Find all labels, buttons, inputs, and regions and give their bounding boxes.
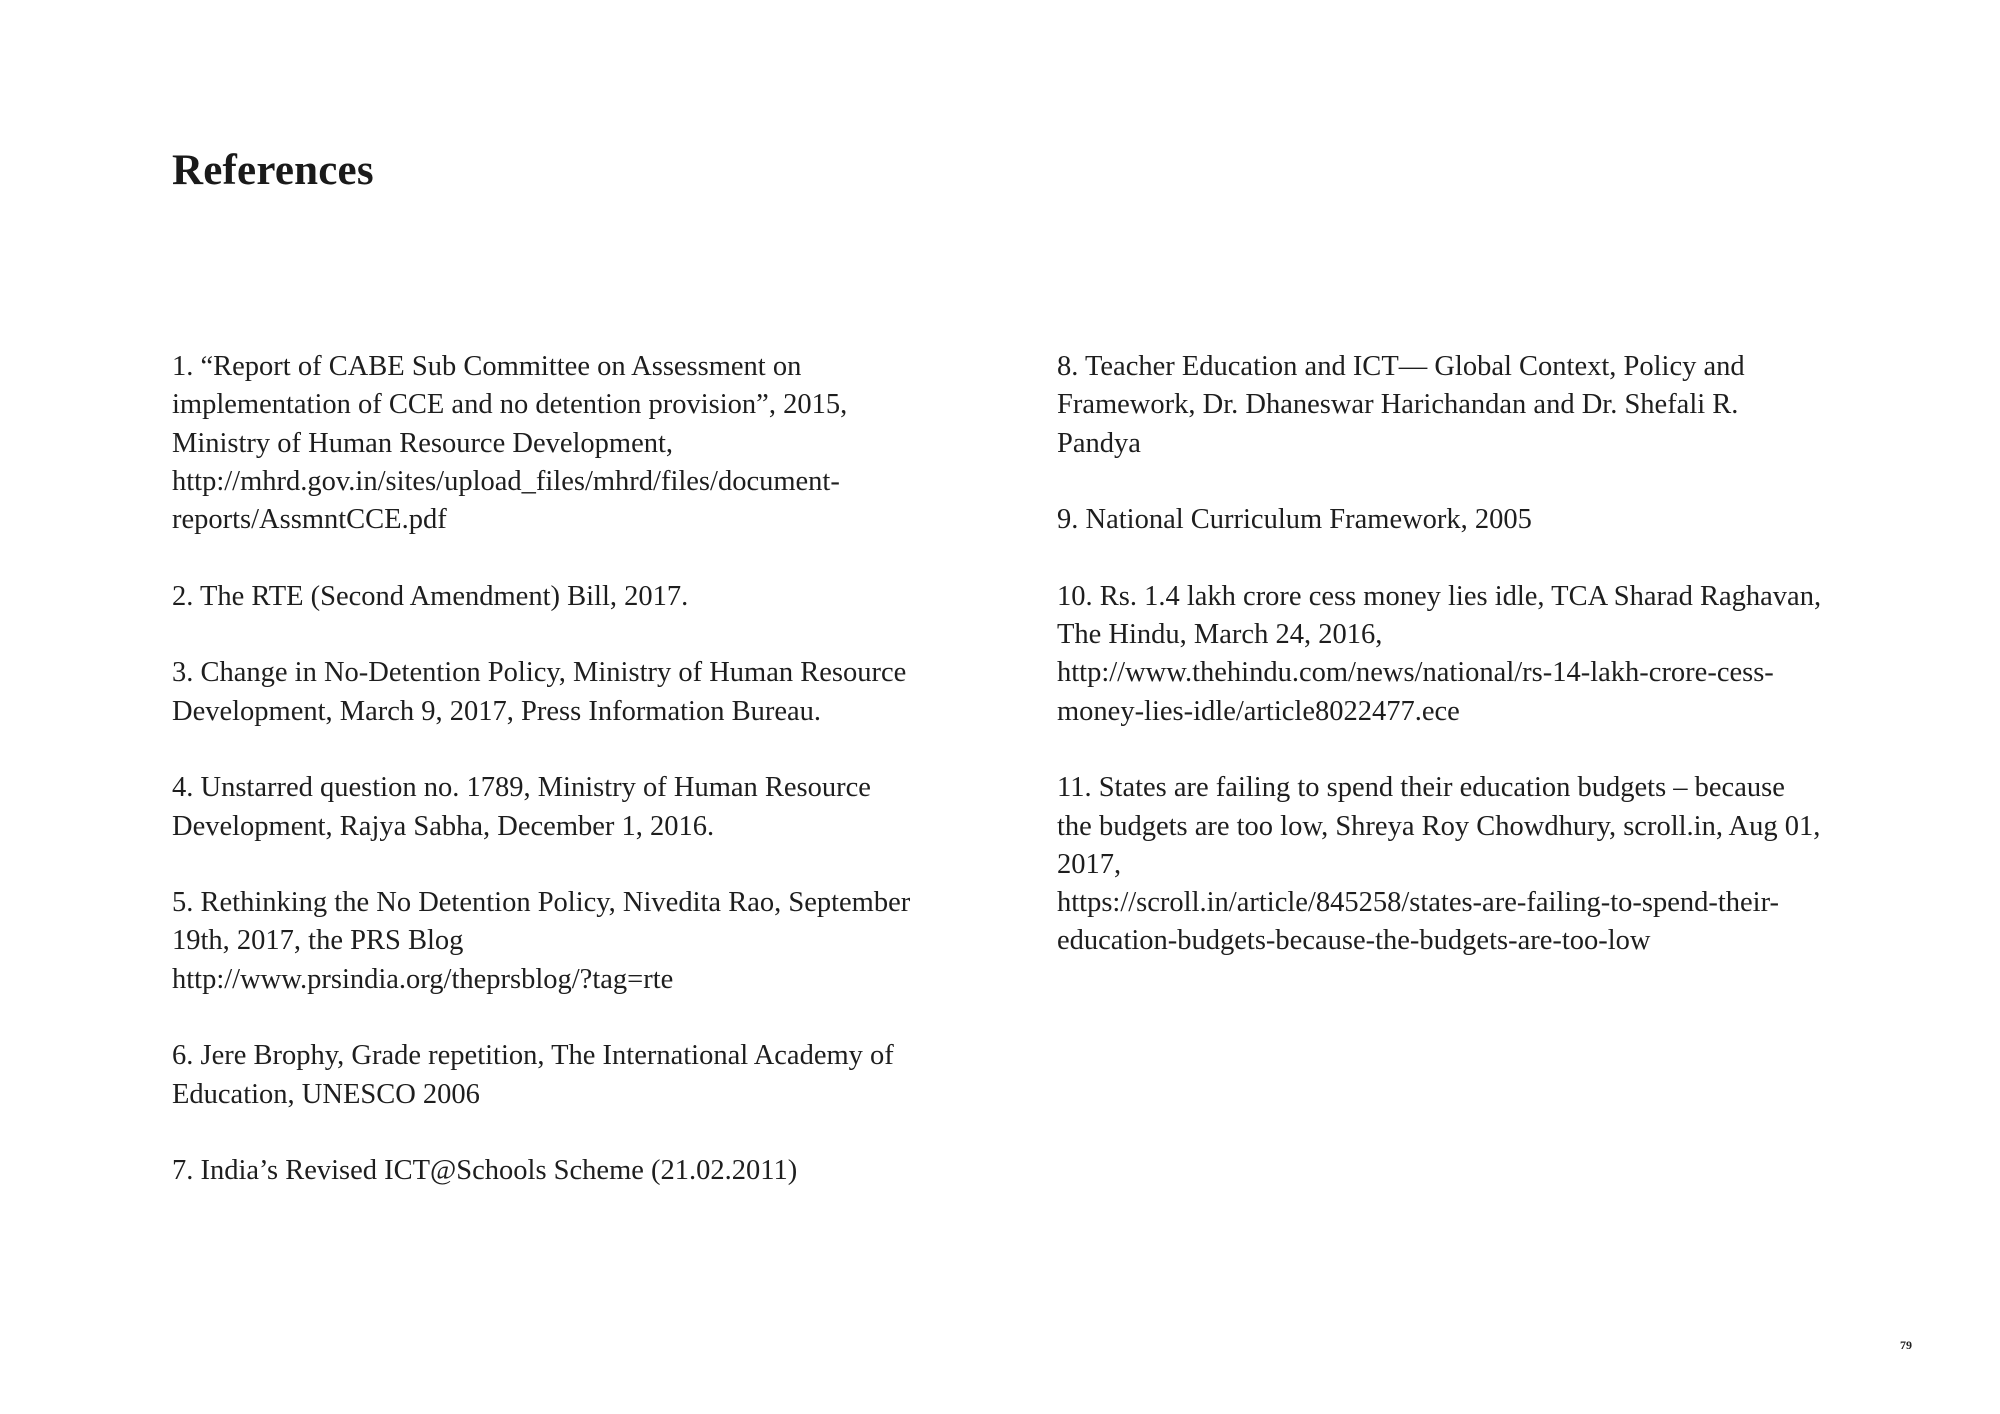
reference-line: Pandya [1057, 427, 1141, 459]
reference-line: reports/AssmntCCE.pdf [172, 504, 447, 536]
reference-item [172, 884, 1002, 999]
reference-line: http://www.prsindia.org/theprsblog/?tag=rte [172, 963, 674, 995]
reference-line: the budgets are too low, Shreya Roy Chowdhury, scroll.in, Aug 01, [1057, 810, 1821, 842]
page-number: 79 [1900, 1338, 1912, 1352]
page-title: References [172, 147, 374, 194]
reference-item [1057, 348, 1887, 463]
reference-line: 19th, 2017, the PRS Blog [172, 925, 464, 957]
reference-line: 2017, [1057, 848, 1122, 880]
reference-line: 4. Unstarred question no. 1789, Ministry of Human Resource [172, 772, 871, 804]
reference-line: 8. Teacher Education and ICT— Global Context, Policy and [1057, 351, 1745, 382]
reference-line: Framework, Dr. Dhaneswar Harichandan and Dr. Shefali R. [1057, 389, 1739, 421]
reference-line: https://scroll.in/article/845258/states-are-failing-to-spend-their- [1057, 887, 1780, 919]
reference-item [172, 654, 1002, 731]
reference-line: 9. National Curriculum Framework, 2005 [1057, 504, 1532, 536]
reference-line: 5. Rethinking the No Detention Policy, Nivedita Rao, September [172, 887, 911, 919]
reference-line: 7. India’s Revised ICT@Schools Scheme (21.02.2011) [172, 1155, 798, 1187]
references-left-column [172, 348, 1002, 1229]
reference-line: 1. “Report of CABE Sub Committee on Assessment on [172, 351, 802, 382]
reference-line: The Hindu, March 24, 2016, [1057, 619, 1383, 651]
reference-line: Education, UNESCO 2006 [172, 1078, 480, 1110]
reference-item [172, 348, 1002, 539]
reference-item [172, 769, 1002, 846]
reference-line: implementation of CCE and no detention provision”, 2015, [172, 389, 848, 421]
reference-line: 2. The RTE (Second Amendment) Bill, 2017. [172, 580, 689, 612]
reference-line: http://www.thehindu.com/news/national/rs-14-lakh-crore-cess- [1057, 657, 1774, 689]
reference-item [1057, 578, 1887, 731]
reference-line: Ministry of Human Resource Development, [172, 427, 674, 459]
references-right-column [1057, 348, 1887, 999]
reference-line: 3. Change in No-Detention Policy, Ministry of Human Resource [172, 657, 907, 689]
reference-line: money-lies-idle/article8022477.ece [1057, 695, 1460, 727]
reference-item [1057, 501, 1887, 539]
reference-item [172, 1037, 1002, 1114]
reference-line: http://mhrd.gov.in/sites/upload_files/mhrd/files/document- [172, 465, 840, 497]
reference-line: Development, March 9, 2017, Press Information Bureau. [172, 695, 822, 727]
reference-line: 10. Rs. 1.4 lakh crore cess money lies idle, TCA Sharad Raghavan, [1057, 580, 1822, 612]
reference-item [172, 578, 1002, 616]
reference-line: 11. States are failing to spend their education budgets – because [1057, 772, 1785, 804]
reference-line: Development, Rajya Sabha, December 1, 2016. [172, 810, 715, 842]
reference-item [1057, 769, 1887, 960]
reference-item [172, 1152, 1002, 1190]
reference-line: 6. Jere Brophy, Grade repetition, The International Academy of [172, 1040, 894, 1072]
reference-line: education-budgets-because-the-budgets-are-too-low [1057, 925, 1651, 957]
